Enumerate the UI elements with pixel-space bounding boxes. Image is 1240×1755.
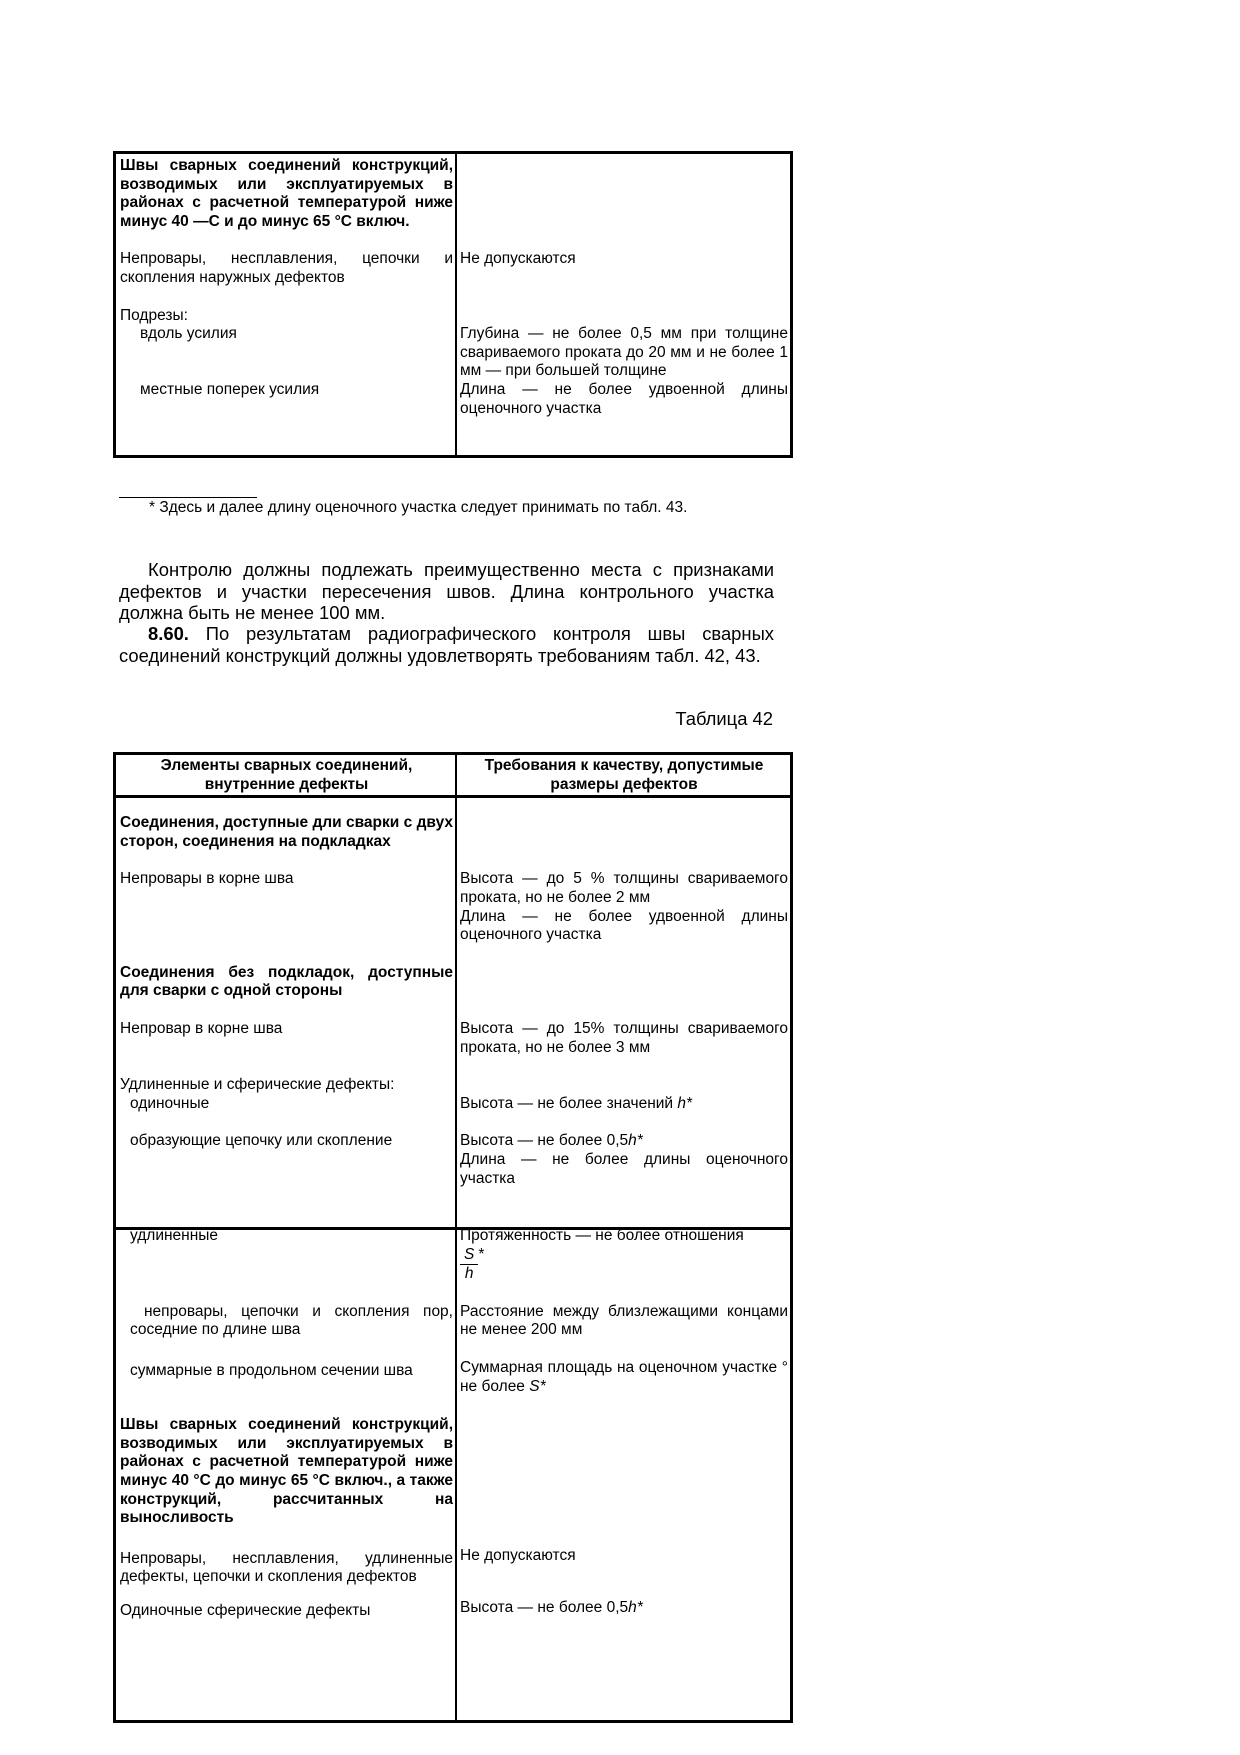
defect-requirement: Высота — до 15% толщины свариваемого проката, но не более 3 мм — [460, 1019, 788, 1056]
defect-name: Непровары, несплавления, цепочки и скопления наружных дефектов — [120, 250, 453, 286]
defect-name: непровары, цепочки и скопления пор, соседние по длине шва — [130, 1302, 453, 1339]
defect-requirement: Высота — до 5 % толщины свариваемого проката, но не более 2 мм Длина — не более удвоенной длины оценочного участка — [460, 870, 788, 944]
defect-name: Непровары, несплавления, удлиненные дефекты, цепочки и скопления дефектов — [120, 1549, 453, 1586]
table-section-heading: Швы сварных соединений конструкций, возводимых или эксплуатируемых в районах с расчетной температурой ниже минус 40 —С и до минус 65 °С включ. — [120, 157, 453, 230]
defect-requirement: Высота — не более 0,5h* — [460, 1598, 643, 1616]
defect-requirement: Длина — не более удвоенной длины оценочного участка — [460, 380, 788, 417]
body-paragraph: Контролю должны подлежать преимущественно места с признаками дефектов и участки пересечения швов. Длина контрольного участка должна быть не менее 100 мм. — [119, 559, 774, 623]
defect-requirement: Глубина — не более 0,5 мм при толщине свариваемого проката до 20 мм и не более 1 мм — при большей толщине — [460, 325, 788, 380]
defect-name: Непровары в корне шва — [120, 870, 294, 888]
clause-number: 8.60. — [148, 623, 189, 644]
defect-requirement: Высота — не более 0,5h* Длина — не более длины оценочного участка — [460, 1132, 788, 1187]
defect-group-label: Подрезы: — [120, 306, 188, 324]
defect-name: Одиночные сферические дефекты — [120, 1601, 371, 1619]
column-header: Элементы сварных соединений, внутренние дефекты — [160, 757, 413, 793]
table-42-cont — [113, 1227, 793, 1723]
defect-name: образующие цепочку или скопление — [130, 1132, 393, 1150]
defect-name: одиночные — [130, 1094, 210, 1112]
defect-requirement: Не допускаются — [460, 1546, 576, 1564]
defect-requirement: Протяженность — не более отношения $\frac{S}{h}$ * — [460, 1227, 744, 1283]
defect-name: удлиненные — [130, 1227, 219, 1244]
defect-name: местные поперек усилия — [140, 380, 320, 398]
table-top — [113, 151, 793, 458]
defect-requirement: Не допускаются — [460, 250, 576, 268]
defect-requirement: Расстояние между близлежащими концами не менее 200 мм — [460, 1302, 788, 1339]
footnote: * Здесь и далее длину оценочного участка следует принимать по табл. 43. — [149, 499, 688, 516]
table-section-heading: Соединения, доступные дли сварки с двух сторон, соединения на подкладках — [120, 814, 453, 850]
table-header — [116, 755, 790, 798]
defect-requirement: Высота — не более значений h* — [460, 1094, 693, 1112]
defect-name: вдоль усилия — [140, 325, 237, 343]
defect-name: суммарные в продольном сечении шва — [130, 1361, 413, 1379]
body-paragraph: 8.60. По результатам радиографического контроля швы сварных соединений конструкций должны удовлетворять требованиям табл. 42, 43. — [119, 623, 774, 666]
defect-requirement: Суммарная площадь на оценочном участке ° не более S* — [460, 1358, 788, 1395]
column-header: Требования к качеству, допустимые размеры дефектов — [484, 757, 764, 793]
fraction-s-over-h: $\frac{S}{h}$ — [460, 1246, 478, 1284]
table-42 — [113, 752, 793, 1230]
table-title: Таблица 42 — [675, 708, 773, 729]
table-section-heading: Швы сварных соединений конструкций, возводимых или эксплуатируемых в районах с расчетной температурой ниже минус 40 °С до минус 65 °С включ., а также конструкций, рассчитанных на выносливость — [120, 1416, 453, 1527]
defect-name: Непровар в корне шва — [120, 1019, 283, 1037]
table-section-heading: Соединения без подкладок, доступные для сварки с одной стороны — [120, 963, 453, 1000]
defect-group-label: Удлиненные и сферические дефекты: — [120, 1076, 395, 1094]
